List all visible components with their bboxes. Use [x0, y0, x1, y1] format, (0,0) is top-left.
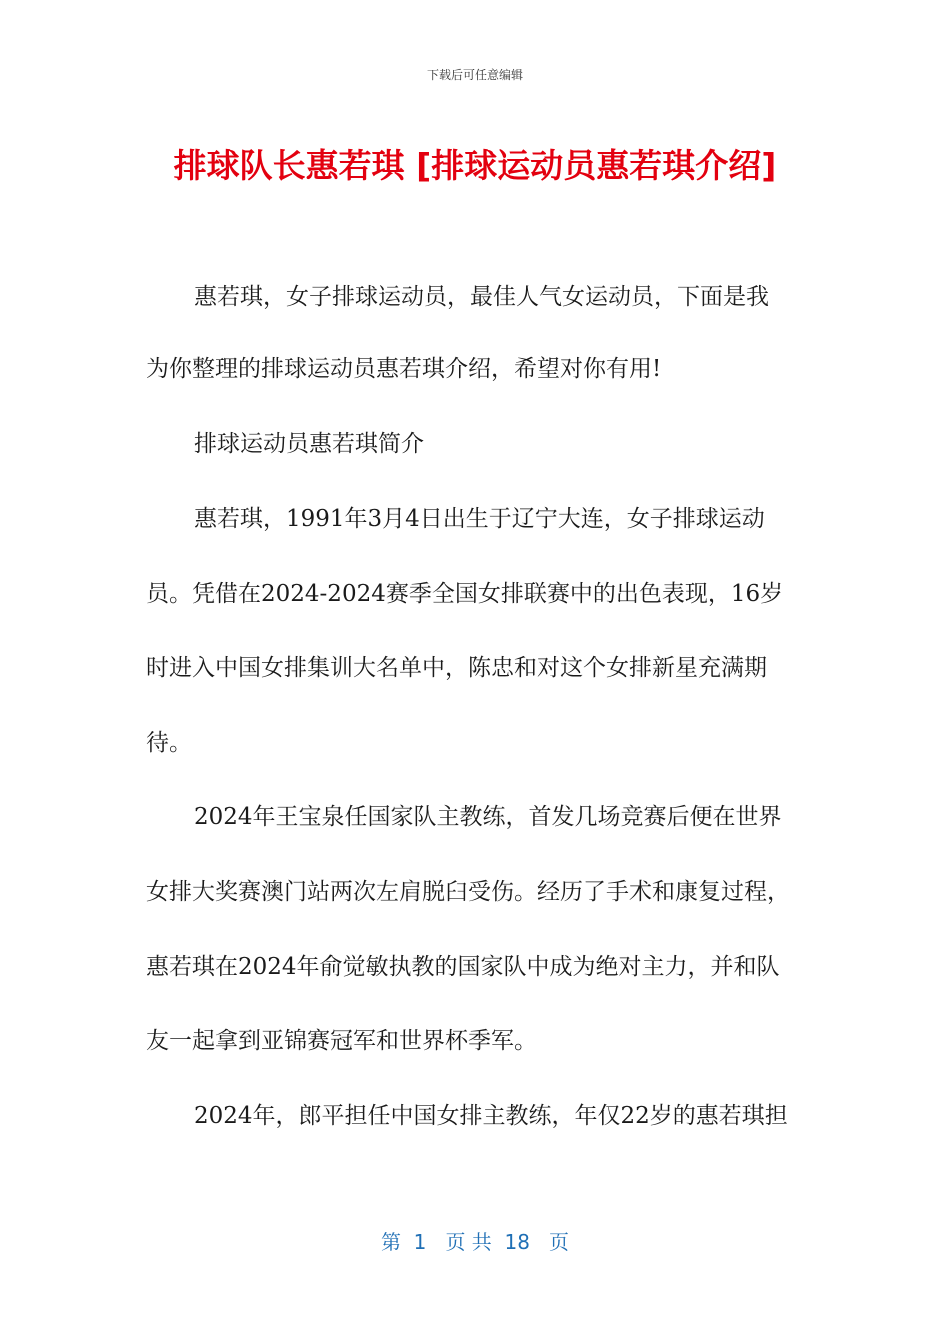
document-title: 排球队长惠若琪 [排球运动员惠若琪介绍] [173, 146, 777, 185]
paragraph-line: 惠若琪在2024年俞觉敏执教的国家队中成为绝对主力，并和队 [146, 954, 780, 980]
paragraph-line: 待。 [146, 730, 192, 756]
paragraph-line: 2024年王宝泉任国家队主教练，首发几场竞赛后便在世界 [194, 804, 782, 830]
paragraph-line: 友一起拿到亚锦赛冠军和世界杯季军。 [146, 1028, 537, 1054]
paragraph-line: 惠若琪，1991年3月4日出生于辽宁大连，女子排球运动 [194, 506, 765, 532]
paragraph-line: 惠若琪，女子排球运动员，最佳人气女运动员，下面是我 [194, 284, 769, 310]
paragraph-line: 2024年，郎平担任中国女排主教练，年仅22岁的惠若琪担 [194, 1103, 788, 1129]
page-number-footer: 第 1 页 共 18 页 [380, 1230, 570, 1254]
paragraph-line: 员。凭借在2024-2024赛季全国女排联赛中的出色表现，16岁 [146, 581, 784, 607]
paragraph-line: 为你整理的排球运动员惠若琪介绍，希望对你有用! [146, 356, 662, 382]
header-note: 下载后可任意编辑 [426, 68, 523, 82]
paragraph-line: 女排大奖赛澳门站两次左肩脱臼受伤。经历了手术和康复过程， [146, 879, 790, 905]
section-heading: 排球运动员惠若琪简介 [194, 431, 424, 457]
paragraph-line: 时进入中国女排集训大名单中，陈忠和对这个女排新星充满期 [146, 655, 767, 681]
